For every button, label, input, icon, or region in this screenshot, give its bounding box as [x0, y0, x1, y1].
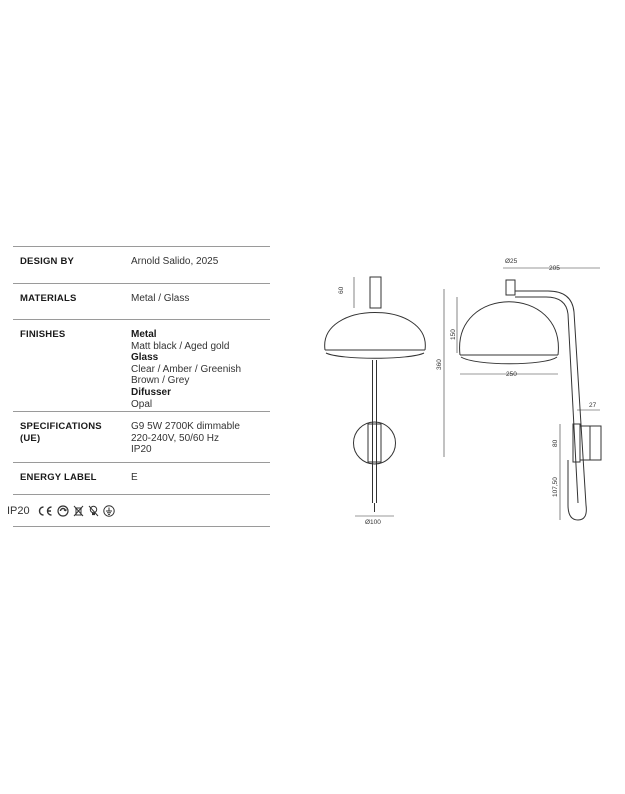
spec-line-1: G9 5W 2700K dimmable — [131, 421, 240, 432]
specifications-label-line-2: (UE) — [20, 433, 41, 444]
finishes-label: FINISHES — [20, 329, 66, 340]
side-stem — [506, 280, 515, 295]
finishes-metal-title: Metal — [131, 329, 157, 340]
side-view — [444, 268, 601, 520]
finishes-diffuser-title: Difusser — [131, 386, 172, 398]
finishes-metal-value: Matt black / Aged gold — [131, 340, 230, 352]
spec-line-3: IP20 — [131, 444, 152, 456]
dim-base-diameter: Ø100 — [365, 519, 381, 526]
dim-arm-offset: 27 — [589, 402, 597, 409]
design-by-value: Arnold Salido, 2025 — [131, 256, 219, 267]
dim-plate-height: 80 — [552, 439, 559, 447]
finishes-glass-value-2: Brown / Grey — [131, 375, 190, 387]
front-stem-top — [370, 277, 381, 308]
side-shade — [460, 302, 559, 355]
finishes-diffuser-value: Opal — [131, 398, 153, 410]
specifications-label-line-1: SPECIFICATIONS — [20, 421, 102, 432]
dim-shade-width: 250 — [506, 371, 517, 378]
dim-shade-height: 150 — [450, 329, 457, 340]
materials-value: Metal / Glass — [131, 293, 190, 304]
dim-stem-diameter: Ø25 — [505, 258, 518, 265]
side-arm-inner — [515, 297, 578, 503]
front-shade — [325, 313, 426, 351]
dim-projection: 205 — [549, 265, 560, 272]
finishes-glass-value-1: Clear / Amber / Greenish — [131, 363, 242, 375]
design-by-label: DESIGN BY — [20, 256, 75, 267]
front-shade-lip — [326, 353, 424, 358]
finishes-glass-title: Glass — [131, 352, 159, 364]
materials-label: MATERIALS — [20, 293, 77, 304]
energy-label-label: ENERGY LABEL — [20, 472, 97, 483]
spec-line-2: 220-240V, 50/60 Hz — [131, 432, 220, 444]
energy-label-value: E — [131, 472, 138, 483]
dim-total-height: 360 — [436, 359, 443, 370]
side-shade-lip — [461, 357, 557, 364]
front-backplate — [354, 422, 396, 464]
side-arm — [515, 291, 586, 520]
ip-rating: IP20 — [7, 505, 30, 517]
dim-front-shade-height: 60 — [338, 286, 345, 294]
dim-lower-height: 107,50 — [552, 477, 559, 497]
front-view — [325, 277, 426, 516]
front-mount — [368, 424, 381, 462]
